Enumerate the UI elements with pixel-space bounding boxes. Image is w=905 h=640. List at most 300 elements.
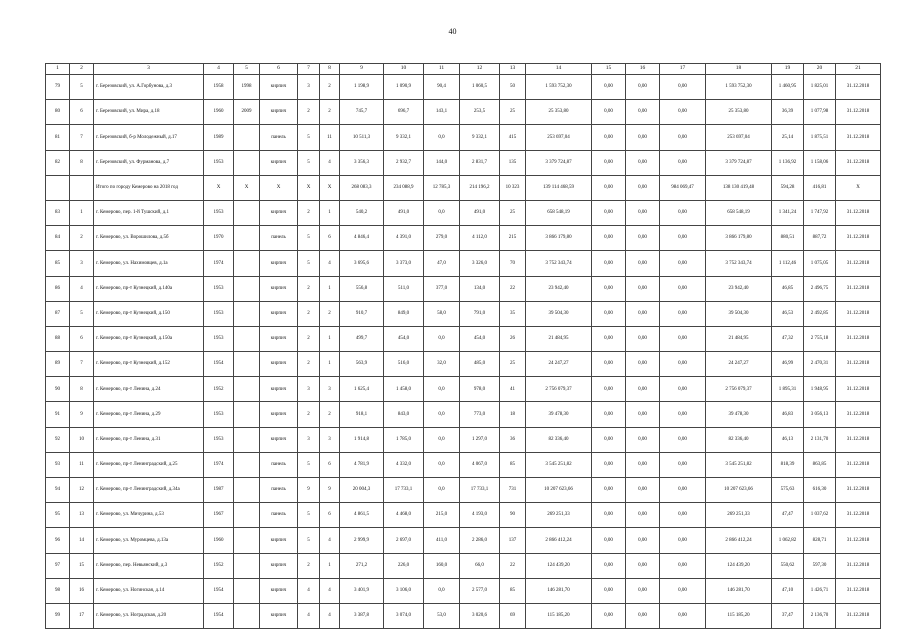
table-cell: 35 xyxy=(500,301,526,326)
table-cell xyxy=(234,478,260,503)
table-cell: 511,0 xyxy=(384,276,424,301)
table-cell: 1 948,95 xyxy=(804,377,836,402)
table-cell: 3 xyxy=(320,377,340,402)
table-cell xyxy=(234,427,260,452)
table-cell: 85 xyxy=(500,578,526,603)
table-cell: 90 xyxy=(46,377,70,402)
table-cell: 139 114 468,59 xyxy=(526,175,592,200)
table-cell: 0,0 xyxy=(424,402,460,427)
table-cell: 2 xyxy=(70,226,94,251)
table-cell: 253 697,04 xyxy=(526,125,592,150)
table-cell: 1998 xyxy=(234,75,260,100)
table-cell: кирпич xyxy=(260,75,298,100)
table-cell: 0,00 xyxy=(626,125,660,150)
table-cell: 124 439,20 xyxy=(706,553,772,578)
table-cell xyxy=(234,578,260,603)
column-number-cell: 2 xyxy=(70,64,94,75)
table-cell xyxy=(234,503,260,528)
table-cell: 0,0 xyxy=(424,326,460,351)
table-cell: 1989 xyxy=(204,125,234,150)
table-cell: 0,00 xyxy=(592,452,626,477)
table-cell: 9 332,1 xyxy=(460,125,500,150)
table-cell: 138 130 419,48 xyxy=(706,175,772,200)
table-cell: 20 004,3 xyxy=(340,478,384,503)
table-cell: 773,0 xyxy=(460,402,500,427)
table-cell: 3 866 179,80 xyxy=(526,226,592,251)
table-cell: 31.12.2018 xyxy=(836,377,881,402)
table-cell: 1 625,4 xyxy=(340,377,384,402)
table-cell: X xyxy=(260,175,298,200)
table-cell: 3 xyxy=(70,251,94,276)
table-cell: 1 xyxy=(320,276,340,301)
table-cell: 658 548,19 xyxy=(706,200,772,225)
table-cell: кирпич xyxy=(260,200,298,225)
table-cell: 99 xyxy=(46,603,70,628)
table-row xyxy=(46,452,881,477)
table-cell: 0,00 xyxy=(660,402,706,427)
table-cell: 3 866 179,80 xyxy=(706,226,772,251)
table-cell xyxy=(234,528,260,553)
table-cell: 4 xyxy=(70,276,94,301)
table-cell: 10 323 xyxy=(500,175,526,200)
table-cell: 0,00 xyxy=(660,75,706,100)
table-cell: 46,13 xyxy=(772,427,804,452)
table-cell: 14 xyxy=(70,528,94,553)
address-cell: г. Кемерово, ул. Мичурина, д.53 xyxy=(94,503,204,528)
table-cell: кирпич xyxy=(260,301,298,326)
table-cell: 0,00 xyxy=(660,200,706,225)
table-cell: 1 458,0 xyxy=(384,377,424,402)
table-cell: 13 xyxy=(70,503,94,528)
table-row xyxy=(46,301,881,326)
table-cell: 0,00 xyxy=(592,150,626,175)
table-cell: 84 xyxy=(46,226,70,251)
table-cell: 10 511,3 xyxy=(340,125,384,150)
table-cell: 31.12.2018 xyxy=(836,402,881,427)
table-cell: 0,00 xyxy=(626,251,660,276)
table-cell: 31.12.2018 xyxy=(836,326,881,351)
table-cell: 46,99 xyxy=(772,352,804,377)
table-cell: 2 xyxy=(298,200,320,225)
table-cell: 0,00 xyxy=(660,603,706,628)
table-cell: 2 496,75 xyxy=(804,276,836,301)
table-cell: 2 577,0 xyxy=(460,578,500,603)
table-cell: 1 426,71 xyxy=(804,578,836,603)
table-cell: 0,00 xyxy=(626,427,660,452)
table-cell: 0,0 xyxy=(424,578,460,603)
table-cell: 2 xyxy=(298,402,320,427)
table-cell: 499,7 xyxy=(340,326,384,351)
table-cell: 31.12.2018 xyxy=(836,200,881,225)
table-cell: 24 247,27 xyxy=(526,352,592,377)
table-cell: кирпич xyxy=(260,100,298,125)
table-cell: 594,28 xyxy=(772,175,804,200)
table-cell: 279,0 xyxy=(424,226,460,251)
table-cell: 0,00 xyxy=(660,226,706,251)
table-cell: 31.12.2018 xyxy=(836,276,881,301)
table-cell: кирпич xyxy=(260,377,298,402)
address-cell: г. Кемерово, ул. Ноградская, д.20 xyxy=(94,603,204,628)
table-cell: 0,0 xyxy=(424,478,460,503)
table-cell: 1 341,24 xyxy=(772,200,804,225)
table-cell: 7 xyxy=(70,352,94,377)
address-cell: г. Кемерово, пр-т Ленина, д.29 xyxy=(94,402,204,427)
table-cell: 11 xyxy=(70,452,94,477)
table-cell: 0,00 xyxy=(660,326,706,351)
table-cell: 88 xyxy=(46,326,70,351)
table-cell: 3 752 343,74 xyxy=(526,251,592,276)
table-cell: 791,0 xyxy=(460,301,500,326)
table-cell: 8 xyxy=(70,150,94,175)
table-cell: 1 875,51 xyxy=(804,125,836,150)
table-cell: 0,00 xyxy=(626,478,660,503)
table-cell: 516,0 xyxy=(384,352,424,377)
table-row xyxy=(46,402,881,427)
table-cell xyxy=(234,226,260,251)
table-cell: кирпич xyxy=(260,553,298,578)
table-row xyxy=(46,276,881,301)
table-cell: 843,0 xyxy=(384,402,424,427)
table-cell: 85 xyxy=(500,452,526,477)
table-cell: 4 xyxy=(320,603,340,628)
table-cell: 2 470,31 xyxy=(804,352,836,377)
table-cell: 26 xyxy=(500,326,526,351)
table-cell: 1970 xyxy=(204,226,234,251)
table-cell: кирпич xyxy=(260,427,298,452)
table-cell: 271,2 xyxy=(340,553,384,578)
table-cell: 137 xyxy=(500,528,526,553)
table-cell: панель xyxy=(260,452,298,477)
table-cell: 4 846,4 xyxy=(340,226,384,251)
table-cell: 21 484,95 xyxy=(706,326,772,351)
address-cell: г. Кемерово, пер. Невьянский, д.3 xyxy=(94,553,204,578)
table-cell: 87 xyxy=(46,301,70,326)
table-cell: 0,00 xyxy=(626,276,660,301)
table-cell: 25 353,80 xyxy=(526,100,592,125)
table-cell: 1974 xyxy=(204,452,234,477)
table-cell xyxy=(234,603,260,628)
table-cell: 2 831,7 xyxy=(460,150,500,175)
table-cell: 1952 xyxy=(204,553,234,578)
table-cell: 0,00 xyxy=(592,478,626,503)
table-cell: 1 825,01 xyxy=(804,75,836,100)
table-cell: 144,0 xyxy=(424,150,460,175)
table-cell: 3 373,0 xyxy=(384,251,424,276)
table-cell: 1974 xyxy=(204,251,234,276)
table-cell: 1 593 752,30 xyxy=(706,75,772,100)
table-cell: 828,71 xyxy=(804,528,836,553)
table-cell: 2 xyxy=(298,100,320,125)
table-cell: 9 xyxy=(70,402,94,427)
table-cell: 3 020,6 xyxy=(460,603,500,628)
table-cell: 0,00 xyxy=(592,503,626,528)
table-cell: 24 247,27 xyxy=(706,352,772,377)
table-cell: 32,0 xyxy=(424,352,460,377)
table-cell: 696,7 xyxy=(384,100,424,125)
table-cell: 25 xyxy=(500,200,526,225)
table-cell xyxy=(234,352,260,377)
table-row xyxy=(46,326,881,351)
table-row xyxy=(46,553,881,578)
address-cell: г. Березовский, ул. А.Горбунова, д.3 xyxy=(94,75,204,100)
table-cell: 1 077,98 xyxy=(804,100,836,125)
table-cell: 2 756 079,37 xyxy=(526,377,592,402)
column-number-cell: 19 xyxy=(772,64,804,75)
table-cell: 4 xyxy=(320,528,340,553)
table-cell: 0,0 xyxy=(424,125,460,150)
table-cell: 83 xyxy=(46,200,70,225)
address-cell: г. Кемерово, ул. Ногинская, д.14 xyxy=(94,578,204,603)
table-cell: 2 756 079,37 xyxy=(706,377,772,402)
table-cell: 98 xyxy=(46,578,70,603)
table-cell: 17 xyxy=(70,603,94,628)
table-cell: 3 387,8 xyxy=(340,603,384,628)
table-cell: 0,00 xyxy=(592,427,626,452)
table-cell: панель xyxy=(260,478,298,503)
table-cell: 39 478,30 xyxy=(526,402,592,427)
column-number-cell: 14 xyxy=(526,64,592,75)
column-number-cell: 6 xyxy=(260,64,298,75)
table-cell: 10 xyxy=(70,427,94,452)
table-cell: 2 xyxy=(320,301,340,326)
table-cell: 50 xyxy=(500,75,526,100)
table-cell: 91 xyxy=(46,402,70,427)
table-cell: 0,00 xyxy=(660,578,706,603)
table-cell: 269 251,33 xyxy=(706,503,772,528)
table-cell: 31.12.2018 xyxy=(836,301,881,326)
table-row xyxy=(46,125,881,150)
table-cell: 1 075,05 xyxy=(804,251,836,276)
table-cell: панель xyxy=(260,503,298,528)
table-cell: 2 866 412,24 xyxy=(706,528,772,553)
table-cell: 1 747,92 xyxy=(804,200,836,225)
table-cell: 94 xyxy=(46,478,70,503)
table-cell: 1960 xyxy=(204,100,234,125)
table-cell: кирпич xyxy=(260,528,298,553)
address-cell: г. Кемерово, пр-т Ленина, д.24 xyxy=(94,377,204,402)
column-number-cell: 18 xyxy=(706,64,772,75)
table-cell: 1 037,62 xyxy=(804,503,836,528)
address-cell: г. Кемерово, ул. Нахимовцев, д.1а xyxy=(94,251,204,276)
table-cell xyxy=(234,402,260,427)
table-cell: 3 379 724,87 xyxy=(706,150,772,175)
column-number-cell: 1 xyxy=(46,64,70,75)
table-cell xyxy=(234,276,260,301)
table-cell: 0,0 xyxy=(424,377,460,402)
table-cell: 3 356,3 xyxy=(340,150,384,175)
table-cell: 18 xyxy=(500,402,526,427)
table-cell xyxy=(234,200,260,225)
table-cell: 31.12.2018 xyxy=(836,226,881,251)
table-cell: 95 xyxy=(46,503,70,528)
table-cell: 1 297,0 xyxy=(460,427,500,452)
table-cell: 4 067,0 xyxy=(460,452,500,477)
table-cell: 31.12.2018 xyxy=(836,125,881,150)
table-cell: 454,0 xyxy=(384,326,424,351)
table-cell: 5 xyxy=(70,75,94,100)
table-cell: 0,0 xyxy=(424,200,460,225)
table-cell: 1987 xyxy=(204,478,234,503)
table-cell: кирпич xyxy=(260,276,298,301)
table-cell: 0,00 xyxy=(592,226,626,251)
table-cell: 0,00 xyxy=(592,402,626,427)
table-cell: 454,0 xyxy=(460,326,500,351)
table-cell: 82 336,40 xyxy=(526,427,592,452)
table-cell: 1 914,8 xyxy=(340,427,384,452)
table-cell: 978,0 xyxy=(460,377,500,402)
table-cell: кирпич xyxy=(260,251,298,276)
table-cell: 31.12.2018 xyxy=(836,251,881,276)
table-cell xyxy=(234,553,260,578)
table-cell: 1 895,31 xyxy=(772,377,804,402)
table-cell: 6 xyxy=(320,452,340,477)
column-number-cell: 7 xyxy=(298,64,320,75)
table-cell: 1 xyxy=(320,326,340,351)
table-cell: 11 xyxy=(320,125,340,150)
table-cell: 134,0 xyxy=(460,276,500,301)
table-cell: 31.12.2018 xyxy=(836,528,881,553)
table-cell: 226,0 xyxy=(384,553,424,578)
table-cell: 10 207 623,66 xyxy=(526,478,592,503)
table-cell: 0,00 xyxy=(626,603,660,628)
table-cell: 4 xyxy=(298,603,320,628)
table-cell: 90 xyxy=(500,503,526,528)
table-cell: 17 733,1 xyxy=(384,478,424,503)
table-cell: 3 752 343,74 xyxy=(706,251,772,276)
address-cell: г. Кемерово, ул. Ворошилова, д.5б xyxy=(94,226,204,251)
table-cell: 8 xyxy=(70,377,94,402)
table-cell: 22 xyxy=(500,276,526,301)
table-cell: 0,00 xyxy=(592,352,626,377)
table-cell: 31.12.2018 xyxy=(836,150,881,175)
table-cell: 1953 xyxy=(204,301,234,326)
address-cell: г. Кемерово, пр-т Ленинградский, д.25 xyxy=(94,452,204,477)
table-cell: кирпич xyxy=(260,326,298,351)
table-cell xyxy=(70,175,94,200)
table-cell: 563,9 xyxy=(340,352,384,377)
table-cell: 4 xyxy=(320,150,340,175)
address-cell: г. Березовский, б-р Молодежный, д.17 xyxy=(94,125,204,150)
table-cell: 3 326,0 xyxy=(460,251,500,276)
address-cell: г. Кемерово, пер. 1-й Тушский, д.1 xyxy=(94,200,204,225)
table-cell: 97 xyxy=(46,553,70,578)
table-cell: 39 504,30 xyxy=(526,301,592,326)
table-cell: X xyxy=(298,175,320,200)
table-cell: 0,00 xyxy=(626,301,660,326)
table-cell: 485,0 xyxy=(460,352,500,377)
table-cell: 0,00 xyxy=(626,452,660,477)
table-cell: X xyxy=(836,175,881,200)
table-cell: 1 198,9 xyxy=(340,75,384,100)
table-cell xyxy=(234,452,260,477)
address-cell: г. Кемерово, пр-т Ленинградский, д.34а xyxy=(94,478,204,503)
address-cell: г. Кемерово, пр-т Кузнецкий, д.152 xyxy=(94,352,204,377)
table-cell: 2 755,18 xyxy=(804,326,836,351)
table-cell: 269 251,33 xyxy=(526,503,592,528)
table-cell: 160,0 xyxy=(424,553,460,578)
table-cell: 92 xyxy=(46,427,70,452)
table-cell: 1 090,9 xyxy=(384,75,424,100)
table-cell: 31.12.2018 xyxy=(836,352,881,377)
table-cell: 3 401,9 xyxy=(340,578,384,603)
table-cell: 5 xyxy=(298,528,320,553)
table-cell: 0,00 xyxy=(592,125,626,150)
table-cell: 0,00 xyxy=(660,377,706,402)
table-cell: кирпич xyxy=(260,352,298,377)
table-cell: 31.12.2018 xyxy=(836,75,881,100)
table-cell: 9 xyxy=(298,478,320,503)
address-cell: г. Березовский, ул. Фурманова, д.7 xyxy=(94,150,204,175)
table-cell: 146 281,70 xyxy=(526,578,592,603)
table-cell: 82 xyxy=(46,150,70,175)
table-cell: 2 xyxy=(298,276,320,301)
table-cell: 0,00 xyxy=(592,276,626,301)
table-cell: 31.12.2018 xyxy=(836,427,881,452)
table-cell: 1953 xyxy=(204,402,234,427)
table-cell: 0,00 xyxy=(660,352,706,377)
table-cell: 0,00 xyxy=(626,402,660,427)
table-cell: 3 106,0 xyxy=(384,578,424,603)
column-number-cell: 20 xyxy=(804,64,836,75)
table-cell: 268 083,3 xyxy=(340,175,384,200)
table-cell: 863,85 xyxy=(804,452,836,477)
table-cell: 0,00 xyxy=(592,100,626,125)
table-cell: 47,47 xyxy=(772,503,804,528)
table-cell: 1954 xyxy=(204,352,234,377)
table-cell: 887,72 xyxy=(804,226,836,251)
table-cell: 0,00 xyxy=(592,603,626,628)
table-cell: 89 xyxy=(46,352,70,377)
page-number: 40 xyxy=(448,27,457,36)
table-cell: 1953 xyxy=(204,427,234,452)
table-cell: 46,85 xyxy=(772,276,804,301)
column-number-cell: 8 xyxy=(320,64,340,75)
table-row xyxy=(46,200,881,225)
table-cell: 491,0 xyxy=(384,200,424,225)
table-cell: 658 548,19 xyxy=(526,200,592,225)
table-cell: 0,00 xyxy=(592,175,626,200)
table-cell: 415 xyxy=(500,125,526,150)
table-cell: 3 695,6 xyxy=(340,251,384,276)
table-cell: 214 196,2 xyxy=(460,175,500,200)
table-cell: 4 xyxy=(320,578,340,603)
table-header-row xyxy=(46,64,881,75)
table-cell: 1 xyxy=(320,553,340,578)
table-cell: 146 281,70 xyxy=(706,578,772,603)
table-cell: 96 xyxy=(46,528,70,553)
table-cell xyxy=(234,251,260,276)
table-cell: 4 xyxy=(320,251,340,276)
table-cell: панель xyxy=(260,226,298,251)
table-cell: 3 xyxy=(298,377,320,402)
table-cell: 2 999,9 xyxy=(340,528,384,553)
table-cell: 53,0 xyxy=(424,603,460,628)
table-cell xyxy=(234,125,260,150)
table-cell: 58,0 xyxy=(424,301,460,326)
table-cell: 745,7 xyxy=(340,100,384,125)
table-cell: 46,83 xyxy=(772,402,804,427)
table-cell: 1 785,0 xyxy=(384,427,424,452)
table-cell: 12 785,3 xyxy=(424,175,460,200)
column-number-cell: 16 xyxy=(626,64,660,75)
table-cell: 85 xyxy=(46,251,70,276)
table-cell: 0,00 xyxy=(626,352,660,377)
table-cell: 411,0 xyxy=(424,528,460,553)
table-cell: 0,00 xyxy=(660,251,706,276)
column-number-cell: 3 xyxy=(94,64,204,75)
address-cell: г. Кемерово, пр-т Кузнецкий, д.150 xyxy=(94,301,204,326)
table-cell: 0,00 xyxy=(660,528,706,553)
